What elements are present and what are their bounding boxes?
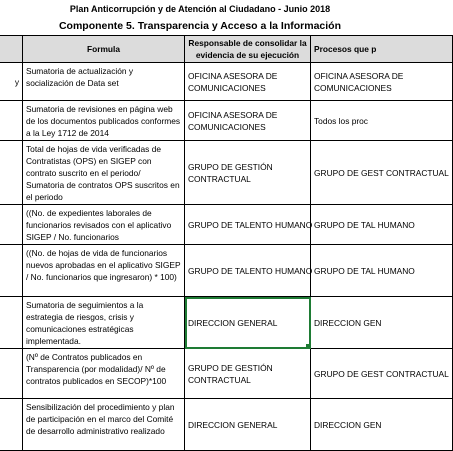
- cell-formula[interactable]: Total de hojas de vida verificadas de Contratistas (OPS) en SIGEP con contrato suscrito en el periodo/ Sumatoria de contratos OPS suscritos en el periodo: [23, 141, 185, 205]
- cell-product[interactable]: [0, 245, 23, 297]
- cell-responsible[interactable]: OFICINA ASESORA DE COMUNICACIONES: [185, 101, 311, 141]
- spreadsheet-grid: [0, 35, 449, 450]
- cell-responsible[interactable]: OFICINA ASESORA DE COMUNICACIONES: [185, 63, 311, 101]
- table-row: [0, 399, 453, 451]
- cell-product[interactable]: [0, 101, 23, 141]
- cell-responsible[interactable]: GRUPO DE GESTIÓN CONTRACTUAL: [185, 141, 311, 205]
- cell-processes[interactable]: [311, 63, 453, 101]
- cell-processes[interactable]: [311, 205, 453, 245]
- cell-product[interactable]: y: [0, 63, 23, 101]
- cell-processes[interactable]: [311, 245, 453, 297]
- cell-processes-text: GRUPO DE GEST CONTRACTUAL: [314, 368, 449, 379]
- column-header-product[interactable]: [0, 36, 23, 63]
- cell-processes-text: GRUPO DE TAL HUMANO: [314, 265, 415, 276]
- cell-responsible-text: DIRECCION GENERAL: [188, 317, 278, 328]
- plan-title: Plan Anticorrupción y de Atención al Ciudadano - Junio 2018: [69, 4, 331, 14]
- cell-product[interactable]: [0, 141, 23, 205]
- column-header-processes[interactable]: Procesos que p: [311, 36, 453, 63]
- cell-processes[interactable]: [311, 141, 453, 205]
- table-row: [0, 245, 453, 297]
- cell-product[interactable]: [0, 349, 23, 399]
- cell-formula[interactable]: Sensibilización del procedimiento y plan de participación en el marco del Comité de desarrollo administrativo realizado: [23, 399, 185, 451]
- cell-processes[interactable]: DIRECCION GEN: [311, 297, 453, 349]
- table-row: [0, 101, 453, 141]
- cell-processes-text: GRUPO DE GEST CONTRACTUAL: [314, 167, 449, 178]
- column-header-responsible[interactable]: Responsable de consolidar la evidencia de su ejecución: [185, 36, 311, 63]
- cell-processes-text: OFICINA ASESORA DE COMUNICACIONES: [314, 70, 404, 93]
- cell-processes[interactable]: [311, 349, 453, 399]
- cell-formula[interactable]: Sumatoria de actualización y socialización de Data set: [23, 63, 185, 101]
- cell-formula[interactable]: ((No. de expedientes laborales de funcionarios revisados con el aplicativo SIGEP / No. funcionarios: [23, 205, 185, 245]
- cell-processes-text: GRUPO DE TAL HUMANO: [314, 219, 415, 230]
- cell-formula[interactable]: Sumatoria de seguimientos a la estrategia de riesgos, crisis y comunicaciones estratégicas implementada.: [23, 297, 185, 349]
- table-row: [0, 297, 453, 349]
- cell-formula[interactable]: Sumatoria de revisiones en página web de los documentos publicados conformes a la Ley 1712 de 2014: [23, 101, 185, 141]
- cell-product[interactable]: [0, 399, 23, 451]
- cell-responsible[interactable]: DIRECCION GENERAL: [185, 399, 311, 451]
- cell-product[interactable]: [0, 297, 23, 349]
- cell-responsible[interactable]: GRUPO DE TALENTO HUMANO: [185, 205, 311, 245]
- table-row: [0, 205, 453, 245]
- indicators-table: [0, 35, 453, 451]
- cell-processes[interactable]: Todos los proc: [311, 101, 453, 141]
- header-row: [0, 36, 453, 63]
- cell-responsible[interactable]: GRUPO DE GESTIÓN CONTRACTUAL: [185, 349, 311, 399]
- cell-responsible[interactable]: GRUPO DE TALENTO HUMANO: [185, 245, 311, 297]
- table-row: [0, 349, 453, 399]
- cell-product[interactable]: [0, 205, 23, 245]
- cell-formula[interactable]: (Nº de Contratos publicados en Transparencia (por modalidad)/ Nº de contratos publicados en SECOP)*100: [23, 349, 185, 399]
- fill-handle[interactable]: [306, 344, 311, 349]
- cell-responsible-selected[interactable]: [185, 297, 311, 349]
- table-row: [0, 141, 453, 205]
- table-row: [0, 63, 453, 101]
- cell-formula[interactable]: ((No. de hojas de vida de funcionarios nuevos aprobadas en el aplicativo SIGEP / No. funcionarios que ingresaron) * 100): [23, 245, 185, 297]
- cell-processes[interactable]: DIRECCION GEN: [311, 399, 453, 451]
- column-header-formula[interactable]: Formula: [23, 36, 185, 63]
- component-title: Componente 5. Transparencia y Acceso a la Información: [58, 20, 342, 32]
